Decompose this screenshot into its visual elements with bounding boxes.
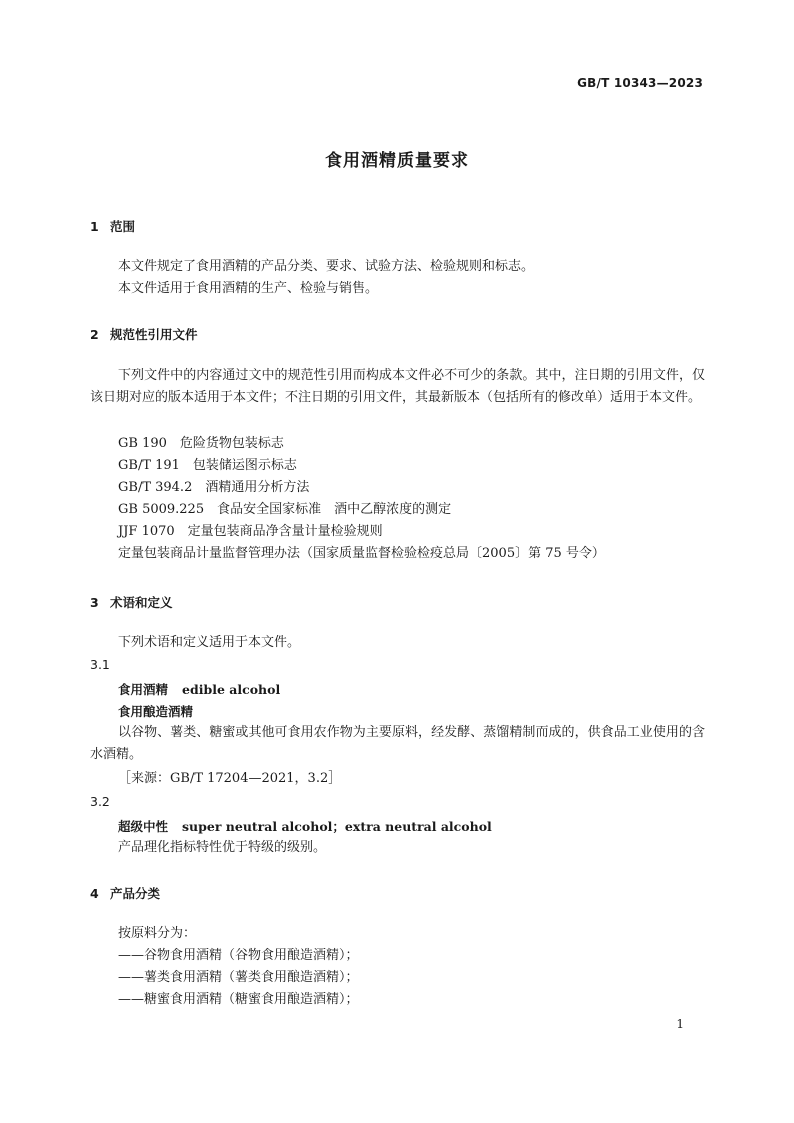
section-1-heading	[90, 217, 135, 235]
section-number: 3	[90, 595, 99, 610]
term-entry	[118, 680, 280, 698]
term-english: edible alcohol	[182, 682, 281, 697]
term-definition: 以谷物、薯类、糖蜜或其他可食用农作物为主要原料，经发酵、蒸馏精制而成的，供食品工业使用的含水酒精。	[90, 725, 705, 762]
list-item: ——糖蜜食用酒精（糖蜜食用酿造酒精）；	[118, 992, 359, 1007]
section-3-heading	[90, 593, 173, 611]
document-title: 食用酒精质量要求	[325, 151, 469, 171]
reference-item: GB 190 危险货物包装标志	[118, 436, 284, 451]
section-number: 1	[90, 219, 99, 234]
section-4-heading	[90, 884, 160, 902]
term-admitted: 食用酿造酒精	[118, 704, 194, 719]
standard-code: GB/T 10343—2023	[577, 76, 703, 90]
section-number: 2	[90, 327, 99, 342]
clause-number: 3.2	[90, 794, 110, 809]
list-item: ——薯类食用酒精（薯类食用酿造酒精）；	[118, 970, 359, 985]
section-title: 术语和定义	[110, 595, 173, 610]
term-source: ［来源：GB/T 17204—2021，3.2］	[118, 771, 342, 786]
section-title: 规范性引用文件	[110, 327, 198, 342]
clause-number: 3.1	[90, 657, 110, 672]
terms-intro: 下列术语和定义适用于本文件。	[118, 635, 301, 650]
scope-paragraph-1: 本文件规定了食用酒精的产品分类、要求、试验方法、检验规则和标志。	[118, 259, 535, 274]
section-title: 产品分类	[110, 886, 161, 901]
reference-item: GB/T 191 包装储运图示标志	[118, 458, 297, 473]
reference-item: 定量包装商品计量监督管理办法（国家质量监督检验检疫总局〔2005〕第 75 号令）	[118, 546, 605, 561]
reference-item: JJF 1070 定量包装商品净含量计量检验规则	[118, 524, 383, 539]
term-definition: 产品理化指标特性优于特级的级别。	[118, 840, 327, 855]
list-item: ——谷物食用酒精（谷物食用酿造酒精）；	[118, 948, 359, 963]
reference-item: GB/T 394.2 酒精通用分析方法	[118, 480, 310, 495]
term-chinese: 食用酒精	[118, 682, 169, 697]
references-intro: 下列文件中的内容通过文中的规范性引用而构成本文件必不可少的条款。其中，注日期的引用文件，仅该日期对应的版本适用于本文件；不注日期的引用文件，其最新版本（包括所有的修改单）适用于本文件。	[90, 368, 705, 405]
section-title: 范围	[110, 219, 136, 234]
section-number: 4	[90, 886, 99, 901]
term-entry	[118, 817, 492, 835]
scope-paragraph-2: 本文件适用于食用酒精的生产、检验与销售。	[118, 281, 379, 296]
reference-item: GB 5009.225 食品安全国家标准 酒中乙醇浓度的测定	[118, 502, 452, 517]
classification-intro: 按原料分为：	[118, 926, 197, 941]
term-english: super neutral alcohol；extra neutral alcohol	[182, 819, 492, 834]
page-number: 1	[676, 1017, 684, 1031]
section-2-heading	[90, 325, 198, 343]
term-chinese: 超级中性	[118, 819, 169, 834]
